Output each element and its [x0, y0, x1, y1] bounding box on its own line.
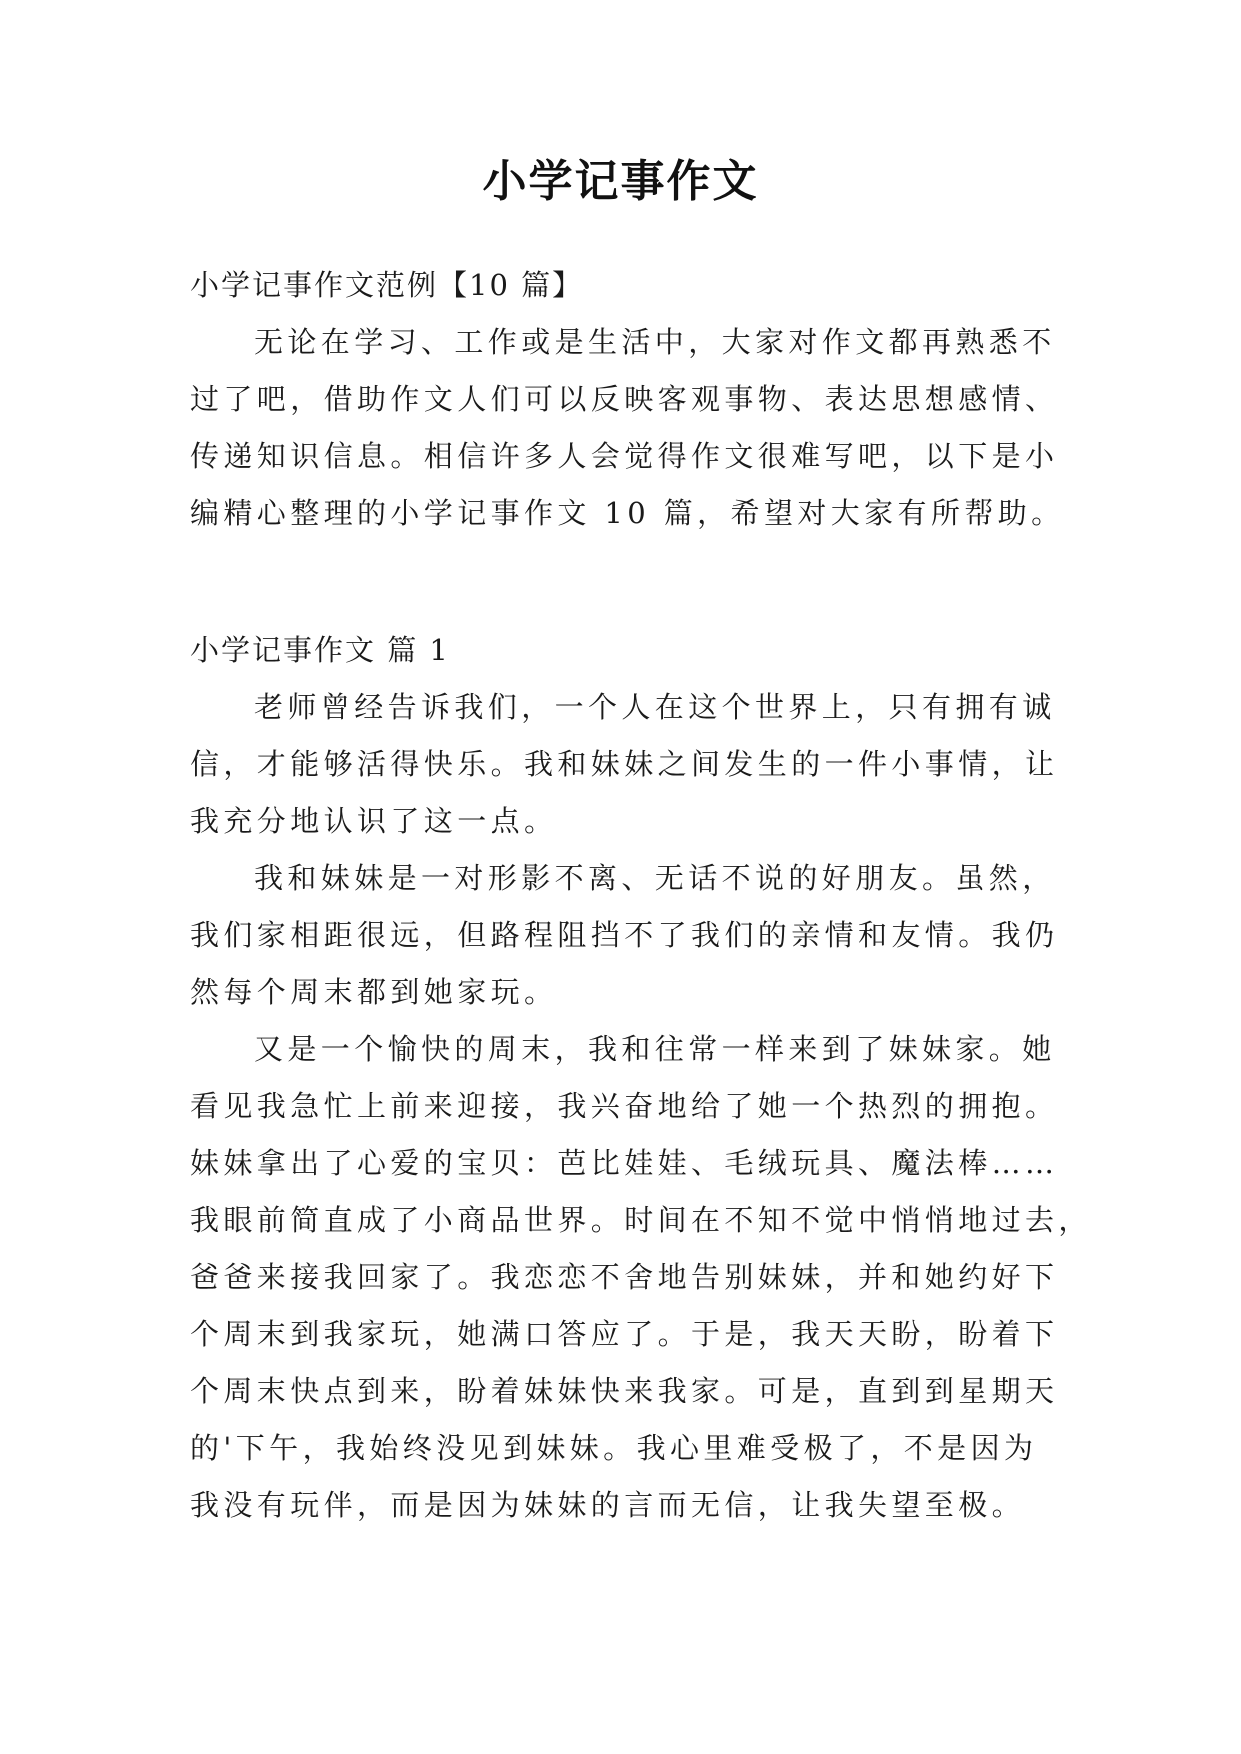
section-heading: 小学记事作文 篇 1 [190, 633, 450, 667]
paragraph-line: 我没有玩伴，而是因为妹妹的言而无信，让我失望至极。 [190, 1488, 1026, 1522]
paragraph-line: 看见我急忙上前来迎接，我兴奋地给了她一个热烈的拥抱。 [190, 1089, 1059, 1123]
paragraph-line: 信，才能够活得快乐。我和妹妹之间发生的一件小事情，让 [190, 747, 1059, 781]
paragraph-line: 又是一个愉快的周末，我和往常一样来到了妹妹家。她 [254, 1032, 1056, 1066]
intro-heading: 小学记事作文范例【10 篇】 [190, 268, 584, 302]
paragraph-line: 的'下午，我始终没见到妹妹。我心里难受极了，不是因为 [190, 1431, 1038, 1465]
paragraph-line: 我们家相距很远，但路程阻挡不了我们的亲情和友情。我仍 [190, 918, 1059, 952]
paragraph-line: 老师曾经告诉我们，一个人在这个世界上，只有拥有诚 [254, 690, 1056, 724]
paragraph-line: 我眼前简直成了小商品世界。时间在不知不觉中悄悄地过去， [190, 1203, 1092, 1237]
intro-line: 无论在学习、工作或是生活中，大家对作文都再熟悉不 [254, 325, 1056, 359]
paragraph-line: 妹妹拿出了心爱的宝贝：芭比娃娃、毛绒玩具、魔法棒…… [190, 1146, 1059, 1180]
intro-line: 过了吧，借助作文人们可以反映客观事物、表达思想感情、 [190, 382, 1059, 416]
paragraph-line: 个周末到我家玩，她满口答应了。于是，我天天盼，盼着下 [190, 1317, 1059, 1351]
intro-line: 编精心整理的小学记事作文 10 篇，希望对大家有所帮助。 [190, 496, 1065, 530]
paragraph-line: 个周末快点到来，盼着妹妹快来我家。可是，直到到星期天 [190, 1374, 1059, 1408]
paragraph-line: 爸爸来接我回家了。我恋恋不舍地告别妹妹，并和她约好下 [190, 1260, 1059, 1294]
paragraph-line: 我充分地认识了这一点。 [190, 804, 558, 838]
paragraph-line: 然每个周末都到她家玩。 [190, 975, 558, 1009]
intro-line: 传递知识信息。相信许多人会觉得作文很难写吧，以下是小 [190, 439, 1059, 473]
paragraph-line: 我和妹妹是一对形影不离、无话不说的好朋友。虽然， [254, 861, 1056, 895]
document-title: 小学记事作文 [482, 156, 759, 207]
